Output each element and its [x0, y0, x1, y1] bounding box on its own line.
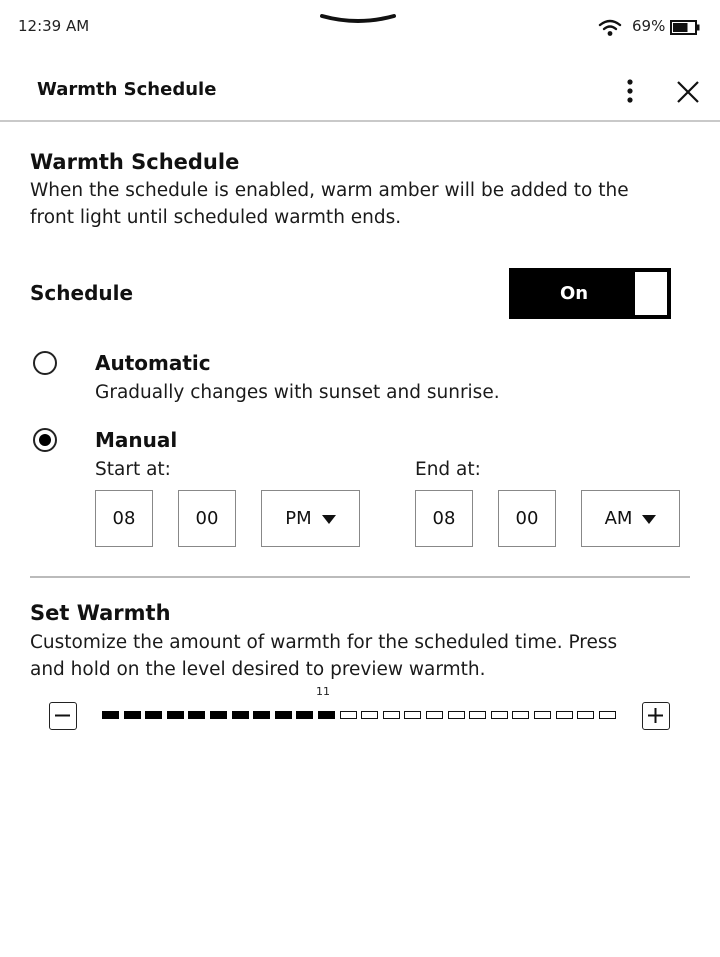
- start-period-value: PM: [285, 508, 312, 529]
- warmth-level-segment[interactable]: [318, 711, 335, 719]
- end-minute-field[interactable]: 00: [498, 490, 556, 547]
- warmth-level-segment[interactable]: [361, 711, 378, 719]
- dropdown-arrow-icon: [642, 515, 656, 524]
- warmth-level-segment[interactable]: [404, 711, 421, 719]
- dropdown-arrow-icon: [322, 515, 336, 524]
- increase-warmth-button[interactable]: [642, 702, 670, 730]
- schedule-toggle[interactable]: [509, 268, 671, 319]
- start-minute-field[interactable]: 00: [178, 490, 236, 547]
- warmth-level-segment[interactable]: [253, 711, 270, 719]
- automatic-label[interactable]: Automatic: [95, 351, 211, 375]
- status-time: 12:39 AM: [18, 17, 90, 35]
- end-at-label: End at:: [415, 459, 481, 480]
- manual-radio[interactable]: [33, 428, 57, 452]
- manual-radio-dot: [39, 434, 51, 446]
- warmth-level-number: 11: [316, 685, 330, 698]
- warmth-level-segment[interactable]: [556, 711, 573, 719]
- section-divider: [30, 576, 690, 578]
- warmth-level-segment[interactable]: [124, 711, 141, 719]
- start-hour-field[interactable]: 08: [95, 490, 153, 547]
- title-divider: [0, 120, 720, 122]
- warmth-level-segment[interactable]: [296, 711, 313, 719]
- schedule-label: Schedule: [30, 281, 134, 305]
- warmth-level-segment[interactable]: [167, 711, 184, 719]
- automatic-radio[interactable]: [33, 351, 57, 375]
- pull-down-handle-icon[interactable]: [320, 10, 396, 28]
- schedule-toggle-knob: [635, 272, 667, 315]
- warmth-level-segment[interactable]: [448, 711, 465, 719]
- warmth-level-segment[interactable]: [383, 711, 400, 719]
- battery-percent: 69%: [632, 17, 666, 35]
- warmth-level-segment[interactable]: [534, 711, 551, 719]
- warmth-level-segment[interactable]: [469, 711, 486, 719]
- warmth-level-segment[interactable]: [145, 711, 162, 719]
- more-options-icon[interactable]: [616, 76, 644, 106]
- end-period-dropdown[interactable]: [581, 490, 680, 547]
- decrease-warmth-button[interactable]: [49, 702, 77, 730]
- manual-label[interactable]: Manual: [95, 428, 178, 452]
- warmth-level-segment[interactable]: [340, 711, 357, 719]
- automatic-description: Gradually changes with sunset and sunrise.: [95, 382, 500, 403]
- warmth-level-segment[interactable]: [188, 711, 205, 719]
- title-bar-title: Warmth Schedule: [37, 79, 217, 100]
- wifi-icon: [598, 19, 622, 37]
- warmth-level-segment[interactable]: [577, 711, 594, 719]
- warmth-level-segment[interactable]: [275, 711, 292, 719]
- schedule-description-line2: front light until scheduled warmth ends.: [30, 207, 402, 228]
- warmth-level-segment[interactable]: [491, 711, 508, 719]
- warmth-level-segment[interactable]: [232, 711, 249, 719]
- start-at-label: Start at:: [95, 459, 171, 480]
- start-period-dropdown[interactable]: [261, 490, 360, 547]
- battery-icon: [670, 20, 700, 35]
- end-period-value: AM: [604, 508, 633, 529]
- schedule-toggle-label: On: [559, 283, 589, 304]
- set-warmth-heading: Set Warmth: [30, 601, 171, 625]
- warmth-description-line2: and hold on the level desired to preview warmth.: [30, 659, 486, 680]
- warmth-level-segment[interactable]: [599, 711, 616, 719]
- end-hour-field[interactable]: 08: [415, 490, 473, 547]
- minus-icon: [50, 703, 75, 728]
- schedule-heading: Warmth Schedule: [30, 150, 240, 174]
- warmth-level-segment[interactable]: [512, 711, 529, 719]
- close-icon[interactable]: [674, 78, 702, 106]
- warmth-level-segment[interactable]: [426, 711, 443, 719]
- warmth-level-segment[interactable]: [210, 711, 227, 719]
- plus-icon: [643, 703, 668, 728]
- warmth-description-line1: Customize the amount of warmth for the scheduled time. Press: [30, 632, 618, 653]
- warmth-level-segment[interactable]: [102, 711, 119, 719]
- schedule-description-line1: When the schedule is enabled, warm amber will be added to the: [30, 180, 629, 201]
